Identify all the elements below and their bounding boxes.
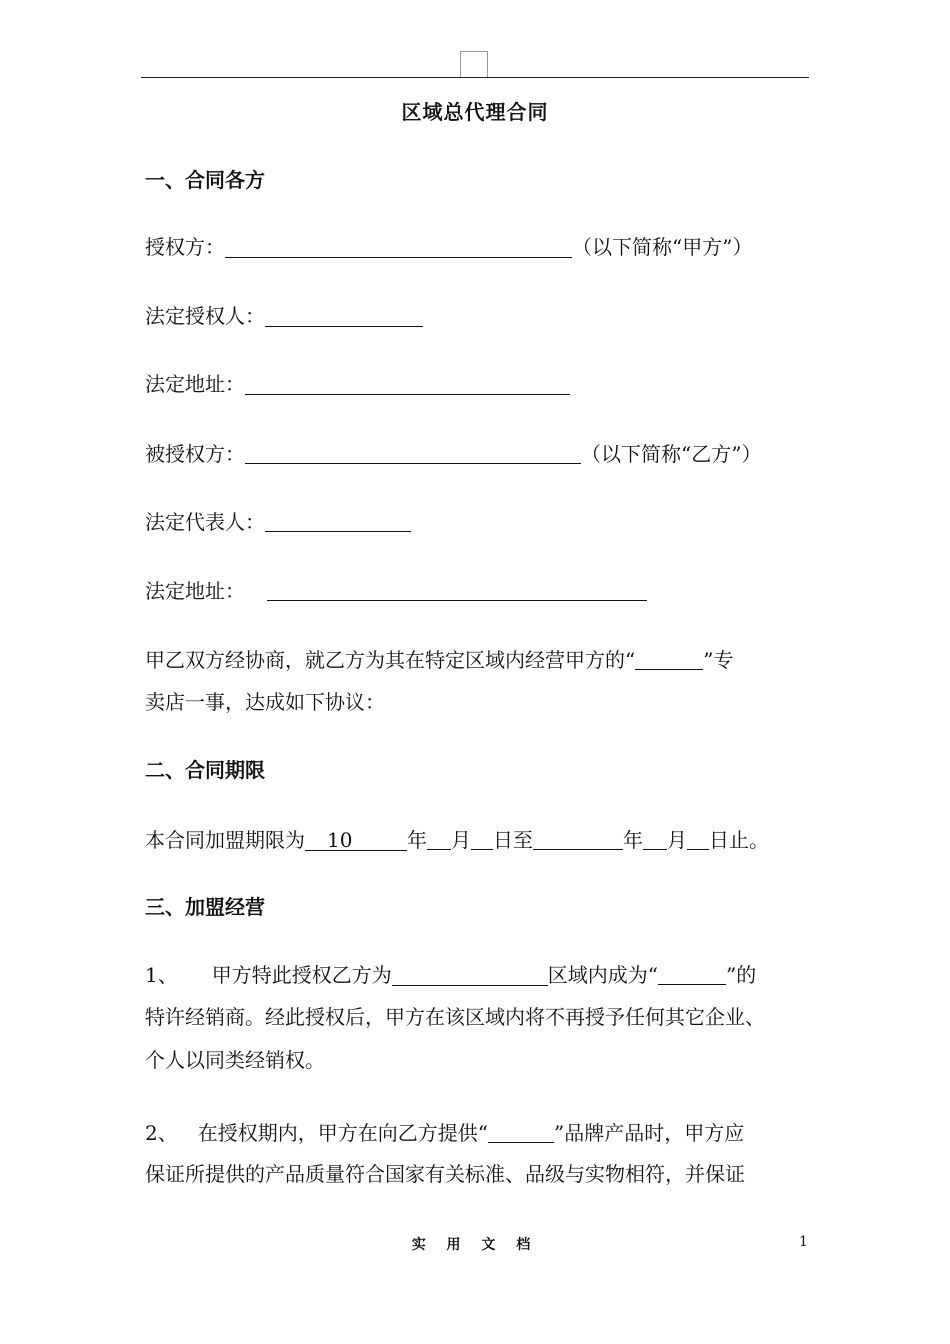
grantor-label: 授权方： [145, 235, 225, 259]
document-title: 区域总代理合同 [401, 100, 549, 124]
item2-number: 2、 [145, 1121, 178, 1145]
grantee-label: 被授权方： [145, 442, 245, 466]
item1-text-a: 甲方特此授权乙方为 [211, 963, 392, 987]
section3-heading: 三、加盟经营 [145, 895, 265, 919]
grantor-legal-person-label: 法定授权人： [145, 304, 265, 328]
grantee-name-field [245, 443, 581, 464]
footer-label: 实 用 文 档 [411, 1237, 539, 1253]
grantor-suffix: （以下简称“甲方”） [572, 235, 753, 259]
grantor-line [145, 237, 752, 258]
term-day-to-label: 日至 [493, 828, 533, 852]
term-end-label: 日止。 [709, 828, 769, 852]
header-rule [141, 77, 809, 78]
grantor-address-field [245, 374, 570, 395]
term-end-month-label: 月 [667, 828, 687, 852]
start-day-field [471, 829, 493, 850]
grantor-legal-person-line [145, 306, 423, 327]
item1-brand-blank [658, 964, 726, 985]
term-line [145, 829, 769, 851]
grantee-rep-label: 法定代表人： [145, 510, 265, 534]
grantor-address-line [145, 374, 570, 395]
item2-text-a: 在授权期内，甲方在向乙方提供“ [197, 1121, 488, 1145]
region-field [392, 965, 548, 986]
item1-text-c: ”的 [725, 963, 757, 987]
page-number: 1 [799, 1234, 808, 1250]
intro-line-1 [145, 649, 733, 670]
item1-line-2: 特许经销商。经此授权后，甲方在该区域内将不再授予任何其它企业、 [145, 1005, 765, 1029]
grantee-rep-line [145, 511, 411, 532]
header-box [460, 51, 488, 77]
grantee-address-label: 法定地址： [145, 579, 245, 603]
item2-text-b: ”品牌产品时，甲方应 [553, 1121, 745, 1145]
item1-line-1 [145, 964, 756, 986]
intro-text-b: ”专 [703, 648, 734, 672]
item1-number: 1、 [145, 963, 178, 987]
grantor-address-label: 法定地址： [145, 372, 245, 396]
item2-brand-blank [488, 1122, 554, 1143]
term-month-label: 月 [451, 828, 471, 852]
end-day-field [687, 829, 709, 850]
grantee-rep-field [265, 511, 411, 532]
grantee-line [145, 443, 761, 464]
grantee-suffix: （以下简称“乙方”） [581, 442, 762, 466]
grantee-address-line [145, 580, 647, 601]
start-month-field [427, 829, 451, 850]
item2-line-2: 保证所提供的产品质量符合国家有关标准、品级与实物相符，并保证 [145, 1162, 745, 1186]
item1-text-b: 区域内成为“ [547, 963, 658, 987]
section2-heading: 二、合同期限 [145, 758, 265, 782]
grantor-name-field [225, 237, 572, 258]
term-years-field [305, 830, 407, 851]
grantor-legal-person-field [265, 306, 423, 327]
end-month-field [643, 829, 667, 850]
item2-line-1 [145, 1122, 744, 1143]
end-year-field [533, 829, 623, 850]
item1-line-3: 个人以同类经销权。 [145, 1048, 325, 1072]
section1-heading: 一、合同各方 [145, 168, 265, 192]
term-years-value: 10 [327, 828, 353, 852]
intro-text-a: 甲乙双方经协商，就乙方为其在特定区域内经营甲方的“ [145, 648, 636, 672]
term-year-label: 年 [407, 828, 427, 852]
grantee-address-field [267, 580, 647, 601]
term-end-year-label: 年 [623, 828, 643, 852]
brand-blank [635, 649, 703, 670]
term-prefix: 本合同加盟期限为 [145, 828, 305, 852]
intro-line-2: 卖店一事，达成如下协议： [145, 690, 385, 714]
